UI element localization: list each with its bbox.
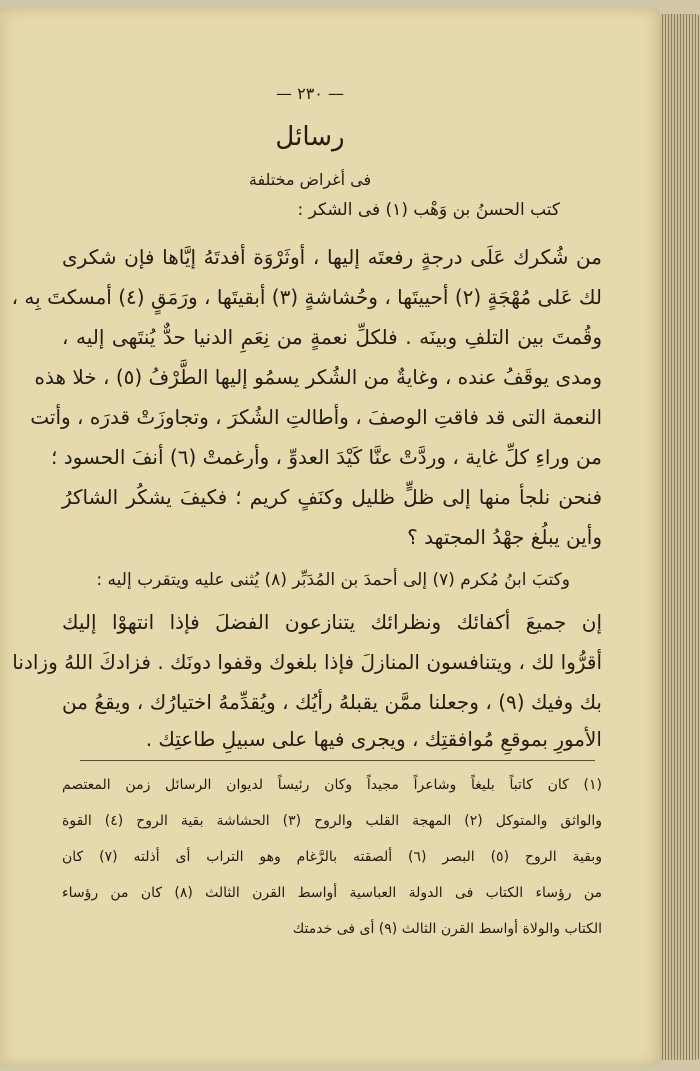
letter1-line: لك عَلى مُهْجَةٍ (٢) أحييتَها ، وحُشاشةٍ (٣) أبقيتَها ، ورَمَقٍ (٤) أمسكتَ بِه ، [11, 285, 602, 309]
letter2-line: الأمورِ بموقعِ مُوافقتِك ، ويجرى فيها على سبيلِ طاعتِك . [145, 727, 602, 751]
letter1-line: من شُكرك عَلَى درجةٍ رفعتَه إليها ، أوثَرْوَة أفدتَهُ إيَّاها فإن شكرى [62, 245, 602, 269]
letter1-line: من وراءِ كلِّ غاية ، وردَّتْ عنَّا كَيْدَ العدوِّ ، وأرغمتْ (٦) أنفَ الحسود ؛ [51, 445, 602, 469]
letter2-line: بك وفيك (٩) ، وجعلنا ممَّن يقبلهُ رأيُك ، ويُقدِّمهُ اختيارُك ، ويقعُ من [62, 690, 602, 714]
footnote-line: والواثق والمتوكل (٢) المهجة القلب والروح (٣) الحشاشة بقية الروح (٤) القوة [62, 813, 603, 829]
footnote-line: من رؤساء الكتاب فى الدولة العباسية أواسط القرن الثالث (٨) كان من رؤساء [62, 885, 603, 901]
letter1-line: ومدى يوقَفُ عنده ، وغايةٌ من الشُكر يسمُو إليها الطَّرْفُ (٥) ، خلا هذه [34, 365, 602, 389]
page-title: رسائل [275, 122, 345, 152]
page-edges [660, 14, 700, 1060]
letter1-intro: كتب الحسنُ بن وَهْب (١) فى الشكر : [297, 200, 560, 220]
letter1-line: النعمة التى قد فاقتِ الوصفَ ، وأطالتِ الشُكرَ ، وتجاوزَتْ قدرَه ، وأتت [30, 405, 602, 429]
footnote-divider [80, 760, 595, 761]
footnote-line: وبقية الروح (٥) البصر (٦) ألصقته بالرَّغام وهو التراب أى أذلته (٧) كان [62, 849, 603, 865]
footnote-line: (١) كان كاتباً بليغاً وشاعراً مجيداً وكان رئيساً لديوان الرسائل زمن المعتصم [62, 777, 602, 793]
letter2-line: أقرُّوا لك ، ويتنافسون المنازلَ فإذا بلغوك وقفوا دونَك . فزادكَ اللهُ وزادنا [12, 650, 602, 674]
letter2-intro: وكتبَ ابنُ مُكرم (٧) إلى أحمدَ بن المُدَبِّر (٨) يُثنى عليه ويتقرب إليه : [96, 570, 570, 590]
letter1-line: وأين يبلُغ جهْدُ المجتهد ؟ [407, 525, 602, 549]
page-number: — ٢٣٠ — [276, 84, 344, 103]
letter2-line: إن جميعَ أكفائك ونظرائك يتنازعون الفضلَ فإذا انتهوْا إليك [62, 610, 602, 634]
page-subtitle: فى أغراض مختلفة [248, 170, 372, 189]
letter1-line: وقُمتَ بين التلفِ وبينَه . فلكلِّ نعمةٍ من نِعَمِ الدنيا حدٌّ يُنتَهى إليه ، [62, 325, 602, 349]
letter1-line: فنحن نلجأ منها إلى ظلٍّ ظليل وكنَفٍ كريم ؛ فكيفَ يشكُر الشاكرُ [62, 485, 602, 509]
footnote-line: الكتاب والولاة أواسط القرن الثالث (٩) أى فى خدمتك [292, 921, 602, 937]
